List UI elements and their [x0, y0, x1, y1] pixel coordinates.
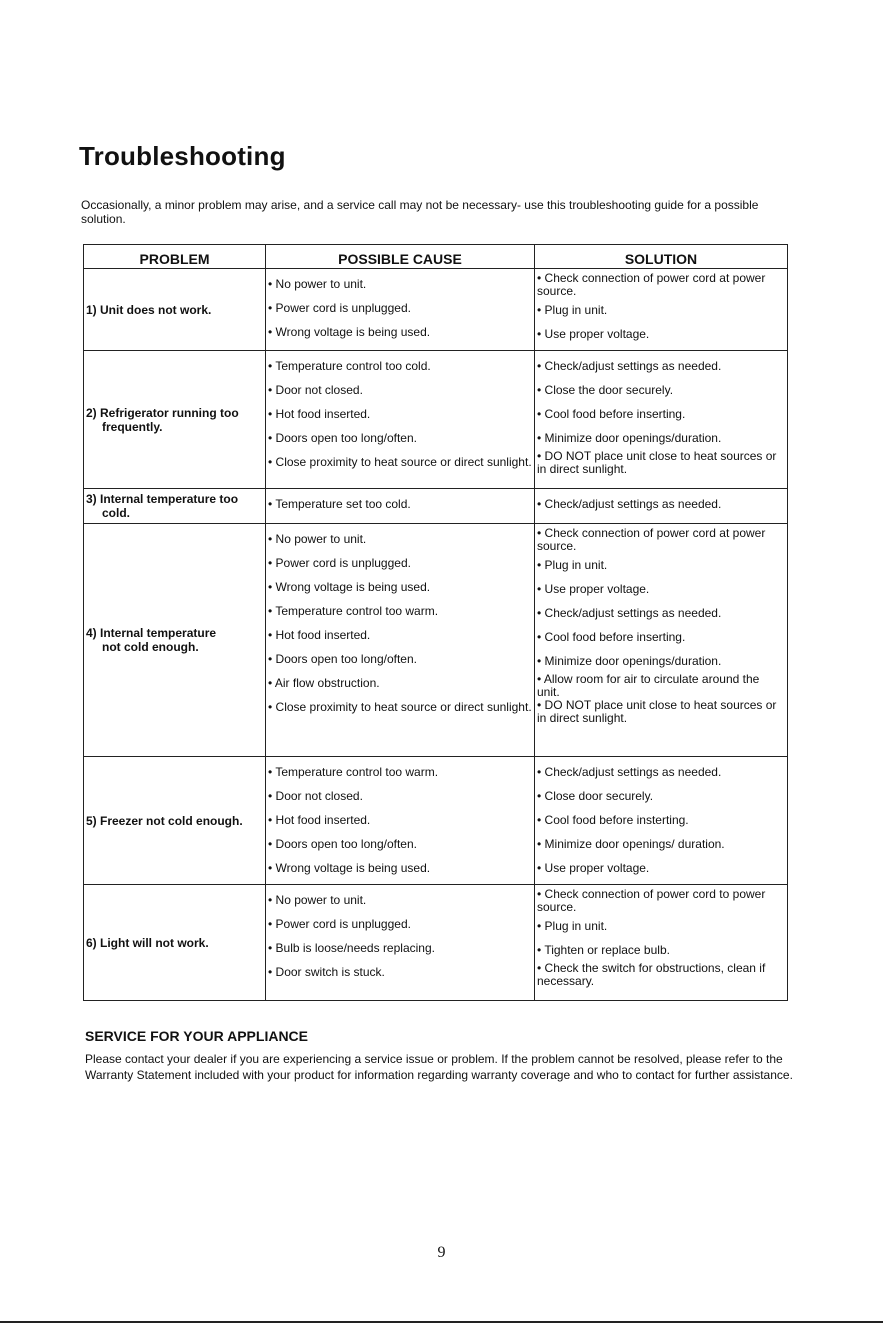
problem-text: 3) Internal temperature too [86, 492, 239, 506]
solution-text: • Check/adjust settings as needed. [537, 358, 722, 373]
cause-text: • Wrong voltage is being used. [268, 579, 431, 594]
solution-item [537, 527, 785, 553]
problem-cell [84, 489, 266, 524]
table-row [84, 757, 788, 885]
solution-text: • Tighten or replace bulb. [537, 942, 670, 957]
solution-item [537, 784, 785, 808]
solution-text: • Use proper voltage. [537, 581, 650, 596]
solution-text: • Check connection of power cord at power source. [537, 271, 766, 298]
cause-item [268, 647, 532, 671]
problem-text: 2) Refrigerator running too [86, 405, 239, 420]
solution-cell [535, 269, 788, 351]
cause-item [268, 808, 532, 832]
cause-item [268, 402, 532, 426]
solution-text: • DO NOT place unit close to heat sources or in direct sunlight. [537, 449, 777, 476]
service-title: SERVICE FOR YOUR APPLIANCE [85, 1028, 309, 1044]
table-row [84, 489, 788, 524]
table-row [84, 524, 788, 757]
problem-cell [84, 269, 266, 351]
solution-text: • Check/adjust settings as needed. [537, 764, 722, 779]
solution-item [537, 760, 785, 784]
solution-item [537, 649, 785, 673]
intro-paragraph: Occasionally, a minor problem may arise, and a service call may not be necessary- use this troubleshooting guide for a possible solution. [81, 198, 759, 226]
solution-text: • Plug in unit. [537, 918, 608, 933]
solution-text: • Allow room for air to circulate around the unit. [537, 672, 760, 699]
table-row [84, 269, 788, 351]
problem-text: cold. [102, 506, 131, 520]
solution-item [537, 673, 785, 699]
cause-item [268, 760, 532, 784]
solution-text: • Check connection of power cord to power source. [537, 887, 766, 914]
solution-item [537, 888, 785, 914]
cause-text: • Doors open too long/often. [268, 430, 417, 445]
cause-item [268, 888, 532, 912]
cause-text: • Air flow obstruction. [268, 675, 380, 690]
table-row [84, 885, 788, 1001]
problem-cell [84, 885, 266, 1001]
header-possible-cause: POSSIBLE CAUSE [266, 245, 535, 269]
cause-item [268, 492, 532, 516]
solution-item [537, 354, 785, 378]
cause-text: • Doors open too long/often. [268, 651, 417, 666]
problem-text: 6) Light will not work. [86, 935, 209, 950]
cause-text: • Temperature control too cold. [268, 358, 431, 373]
solution-item [537, 402, 785, 426]
cause-item [268, 527, 532, 551]
solution-item [537, 625, 785, 649]
solution-item [537, 699, 785, 725]
cause-item [268, 960, 532, 984]
cause-item [268, 599, 532, 623]
solution-text: • Check connection of power cord at power source. [537, 526, 766, 553]
cause-text: • Temperature control too warm. [268, 603, 439, 618]
cause-text: • Doors open too long/often. [268, 836, 417, 851]
cause-text: • No power to unit. [268, 892, 367, 907]
cause-text: • Door switch is stuck. [268, 964, 385, 979]
cause-item [268, 623, 532, 647]
solution-item [537, 492, 785, 516]
cause-item [268, 272, 532, 296]
solution-item [537, 914, 785, 938]
cause-cell [266, 757, 535, 885]
solution-item [537, 601, 785, 625]
cause-item [268, 450, 532, 474]
problem-cell [84, 351, 266, 489]
cause-cell [266, 885, 535, 1001]
solution-text: • Close door securely. [537, 788, 654, 803]
cause-item [268, 784, 532, 808]
page-title: Troubleshooting [79, 141, 286, 171]
problem-text: 4) Internal temperature [86, 626, 217, 640]
cause-text: • Temperature set too cold. [268, 496, 411, 511]
solution-text: • Cool food before insterting. [537, 812, 689, 827]
solution-item [537, 938, 785, 962]
cause-text: • Power cord is unplugged. [268, 300, 411, 315]
solution-item [537, 553, 785, 577]
problem-text: frequently. [102, 419, 163, 434]
solution-item [537, 378, 785, 402]
cause-item [268, 695, 532, 719]
table-header-row [84, 245, 788, 269]
cause-text: • Close proximity to heat source or direct sunlight. [268, 454, 532, 469]
cause-cell [266, 489, 535, 524]
solution-item [537, 577, 785, 601]
problem-text: 5) Freezer not cold enough. [86, 813, 243, 828]
problem-cell [84, 757, 266, 885]
table-row [84, 351, 788, 489]
problem-cell [84, 524, 266, 757]
cause-text: • Temperature control too warm. [268, 764, 439, 779]
cause-text: • Door not closed. [268, 788, 363, 803]
cause-text: • Power cord is unplugged. [268, 916, 411, 931]
solution-text: • Check the switch for obstructions, clean if necessary. [537, 961, 766, 988]
solution-item [537, 962, 785, 988]
solution-item [537, 426, 785, 450]
solution-item [537, 322, 785, 346]
cause-item [268, 575, 532, 599]
solution-item [537, 832, 785, 856]
solution-item [537, 450, 785, 476]
solution-item [537, 808, 785, 832]
solution-text: • Minimize door openings/ duration. [537, 836, 725, 851]
solution-item [537, 856, 785, 880]
solution-text: • Check/adjust settings as needed. [537, 496, 722, 511]
cause-item [268, 832, 532, 856]
cause-item [268, 856, 532, 880]
problem-text: not cold enough. [102, 640, 199, 654]
solution-text: • Plug in unit. [537, 557, 608, 572]
cause-text: • Wrong voltage is being used. [268, 860, 431, 875]
solution-text: • Cool food before inserting. [537, 629, 686, 644]
solution-cell [535, 524, 788, 757]
cause-cell [266, 269, 535, 351]
cause-item [268, 378, 532, 402]
cause-item [268, 936, 532, 960]
solution-item [537, 298, 785, 322]
service-body: Please contact your dealer if you are experiencing a service issue or problem. If the problem cannot be resolved, please refer to the Warranty Statement included with your product for information regarding warranty coverage and who to contact for further assistance. [85, 1052, 793, 1082]
cause-item [268, 296, 532, 320]
cause-item [268, 551, 532, 575]
cause-item [268, 354, 532, 378]
solution-text: • Minimize door openings/duration. [537, 430, 722, 445]
solution-cell [535, 885, 788, 1001]
solution-text: • DO NOT place unit close to heat sources or in direct sunlight. [537, 698, 777, 725]
cause-text: • Close proximity to heat source or direct sunlight. [268, 699, 532, 714]
solution-text: • Use proper voltage. [537, 860, 650, 875]
cause-item [268, 912, 532, 936]
cause-item [268, 426, 532, 450]
cause-item [268, 320, 532, 344]
cause-text: • Hot food inserted. [268, 812, 371, 827]
solution-text: • Plug in unit. [537, 302, 608, 317]
solution-item [537, 272, 785, 298]
page-number: 9 [437, 1244, 446, 1261]
cause-item [268, 671, 532, 695]
solution-text: • Minimize door openings/duration. [537, 653, 722, 668]
solution-text: • Check/adjust settings as needed. [537, 605, 722, 620]
cause-cell [266, 351, 535, 489]
header-problem: PROBLEM [84, 245, 266, 269]
cause-cell [266, 524, 535, 757]
solution-cell [535, 757, 788, 885]
cause-text: • Hot food inserted. [268, 406, 371, 421]
problem-text: 1) Unit does not work. [86, 302, 212, 317]
cause-text: • Wrong voltage is being used. [268, 324, 431, 339]
cause-text: • Door not closed. [268, 382, 363, 397]
solution-text: • Use proper voltage. [537, 326, 650, 341]
troubleshooting-table [83, 244, 788, 1001]
cause-text: • Bulb is loose/needs replacing. [268, 940, 435, 955]
solution-cell [535, 489, 788, 524]
cause-text: • No power to unit. [268, 531, 367, 546]
solution-cell [535, 351, 788, 489]
header-solution: SOLUTION [535, 245, 788, 269]
cause-text: • No power to unit. [268, 276, 367, 291]
solution-text: • Cool food before inserting. [537, 406, 686, 421]
cause-text: • Hot food inserted. [268, 627, 371, 642]
solution-text: • Close the door securely. [537, 382, 674, 397]
cause-text: • Power cord is unplugged. [268, 555, 411, 570]
